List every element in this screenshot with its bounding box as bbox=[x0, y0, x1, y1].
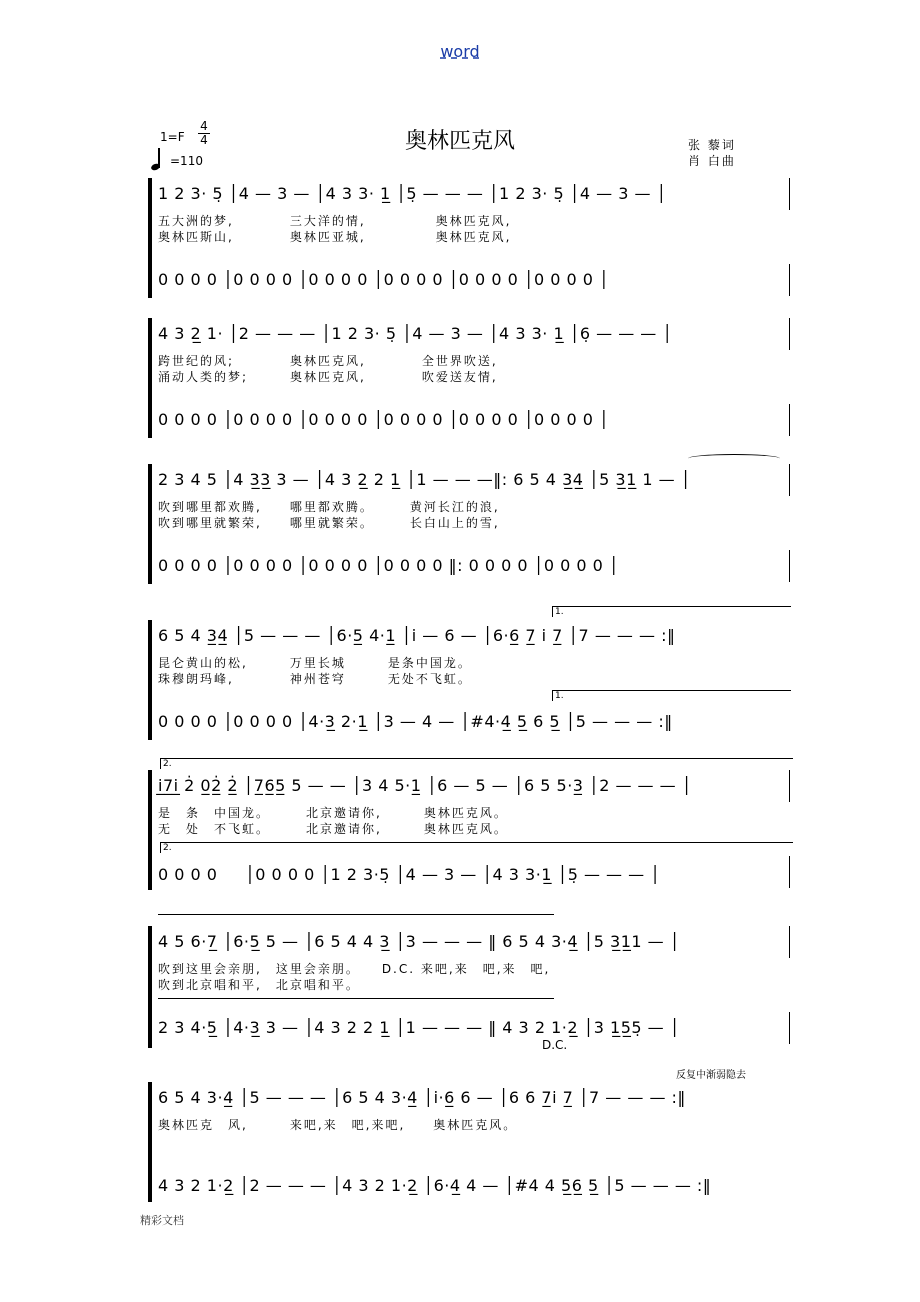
barline bbox=[789, 178, 790, 210]
score-system-1 bbox=[148, 178, 790, 298]
page-title: 奥林匹克风 bbox=[404, 129, 515, 154]
barline bbox=[789, 856, 790, 888]
system-bracket bbox=[148, 926, 152, 1048]
system-bracket bbox=[148, 770, 152, 890]
system-bracket bbox=[148, 620, 152, 740]
lyrics-verse-1: 吹到哪里都欢腾, 哪里都欢腾。 黄河长江的浪, bbox=[158, 500, 500, 514]
lyrics-verse-1: 是 条 中国龙。 北京邀请你, 奥林匹克风。 bbox=[158, 806, 508, 820]
dc-marking: D.C. bbox=[542, 1038, 568, 1052]
volta-bracket-2-harmony: 2. bbox=[160, 842, 793, 853]
repeat-line-harmony bbox=[158, 998, 554, 999]
barline bbox=[789, 926, 790, 958]
volta-bracket-1-harmony: 1. bbox=[552, 690, 791, 701]
performance-note: 反复中渐弱隐去 bbox=[676, 1070, 746, 1081]
score-system-2 bbox=[148, 318, 790, 438]
harmony-line: 2 3 4·5̲ │4·3̲ 3 — │4 3 2 2 1̲ │1 — — — ‖ 4 3 2 1·2̲ │3 1̲5̲5̣ — │ bbox=[158, 1018, 680, 1037]
harmony-line: 0 0 0 0 │0 0 0 0 │1 2 3·5̣ │4 — 3 — │4 3 3·1̲ │5̣ — — — │ bbox=[158, 865, 661, 884]
barline bbox=[789, 1012, 790, 1044]
system-bracket bbox=[148, 1082, 152, 1202]
score-system-5 bbox=[148, 759, 790, 890]
page-footer: 精彩文档 bbox=[140, 1214, 184, 1227]
lyrics-verse-2: 珠穆朗玛峰, 神州苍穹 无处不飞虹。 bbox=[158, 672, 472, 686]
meter-top: 4 bbox=[200, 119, 208, 133]
lyrics-verse-2: 无 处 不飞虹。 北京邀请你, 奥林匹克风。 bbox=[158, 822, 508, 836]
top-link[interactable]: word bbox=[440, 42, 480, 61]
lyrics-verse-1: 吹到这里会亲朋, 这里会亲朋。 D.C. 来吧,来 吧,来 吧, bbox=[158, 962, 551, 976]
barline bbox=[789, 404, 790, 436]
harmony-line: 0 0 0 0 │0 0 0 0 │4·3̲ 2·1̲ │3 — 4 — │#4·4̲ 5̲ 6 5̲ │5 — — — :‖ bbox=[158, 712, 673, 731]
score-system-4 bbox=[148, 607, 790, 740]
melody-line: 1 2 3· 5̣ │4 — 3 — │4 3 3· 1̲ │5̣ — — — │1 2 3· 5̣ │4 — 3 — │ bbox=[158, 184, 667, 203]
system-bracket bbox=[148, 178, 152, 298]
system-bracket bbox=[148, 464, 152, 584]
melody-line: i̲7̲i̲ 2̇ 0̲2̲̇ 2̲̇ │7̲6̲5̲ 5 — — │3 4 5·1̲ │6 — 5 — │6 5 5·3̲ │2 — — — │ bbox=[158, 776, 692, 795]
barline bbox=[789, 264, 790, 296]
melody-line: 4 3 2̲ 1· │2 — — — │1 2 3· 5̣ │4 — 3 — │4 3 3· 1̲ │6̣ — — — │ bbox=[158, 324, 673, 343]
harmony-line: 0 0 0 0 │0 0 0 0 │0 0 0 0 │0 0 0 0 │0 0 0 0 │0 0 0 0 │ bbox=[158, 270, 610, 289]
lyrics-verse-2: 奥林匹斯山, 奥林匹亚城, 奥林匹克风, bbox=[158, 230, 512, 244]
barline bbox=[789, 318, 790, 350]
volta-bracket-2: 2. bbox=[160, 758, 793, 769]
harmony-line: 0 0 0 0 │0 0 0 0 │0 0 0 0 │0 0 0 0 ‖: 0 0 0 0 │0 0 0 0 │ bbox=[158, 556, 620, 575]
meter-bottom: 4 bbox=[198, 133, 210, 147]
repeat-line bbox=[158, 914, 554, 915]
lyrics-verse-2: 吹到哪里就繁荣, 哪里就繁荣。 长白山上的雪, bbox=[158, 516, 500, 530]
melody-line: 6 5 4 3·4̲ │5 — — — │6 5 4 3·4̲ │i·6̲ 6 — │6 6 7̲i 7̲ │7 — — — :‖ bbox=[158, 1088, 686, 1107]
barline bbox=[789, 550, 790, 582]
score-system-7 bbox=[148, 1082, 790, 1204]
lyricist-credit: 张 藜词 bbox=[688, 138, 736, 152]
barline bbox=[789, 770, 790, 802]
melody-line: 2 3 4 5 │4 3̲3̲ 3 — │4 3 2̲ 2 1̲ │1 — — —‖: 6 5 4 3̲4̲ │5 3̲1̲ 1 — │ bbox=[158, 470, 691, 489]
system-bracket bbox=[148, 318, 152, 438]
lyrics-verse-1: 奥林匹克 风, 来吧,来 吧,来吧, 奥林匹克风。 bbox=[158, 1118, 518, 1132]
harmony-line: 0 0 0 0 │0 0 0 0 │0 0 0 0 │0 0 0 0 │0 0 0 0 │0 0 0 0 │ bbox=[158, 410, 610, 429]
lyrics-verse-1: 昆仑黄山的松, 万里长城 是条中国龙。 bbox=[158, 656, 472, 670]
harmony-line: 4 3 2 1·2̲ │2 — — — │4 3 2 1·2̲ │6·4̲ 4 — │#4 4 5̲6̲ 5̲ │5 — — — :‖ bbox=[158, 1176, 712, 1195]
tempo-value: =110 bbox=[170, 154, 203, 168]
composer-credit: 肖 白曲 bbox=[688, 154, 736, 168]
lyrics-verse-1: 五大洲的梦, 三大洋的情, 奥林匹克风, bbox=[158, 214, 512, 228]
melody-line: 6 5 4 3̲4̲ │5 — — — │6·5̲ 4·1̲ │i — 6 — │6·6̲ 7̲ i 7̲ │7 — — — :‖ bbox=[158, 626, 676, 645]
lyrics-verse-2: 涌动人类的梦; 奥林匹克风, 吹爱送友情, bbox=[158, 370, 498, 384]
lyrics-verse-1: 跨世纪的风; 奥林匹克风, 全世界吹送, bbox=[158, 354, 498, 368]
score-system-3 bbox=[148, 464, 790, 584]
melody-line: 4 5 6·7̲ │6·5̲ 5 — │6 5 4 4 3̲ │3 — — — ‖ 6 5 4 3·4̲ │5 3̲1̲1 — │ bbox=[158, 932, 680, 951]
lyrics-verse-2: 吹到北京唱和平, 北京唱和平。 bbox=[158, 978, 360, 992]
slur-mark bbox=[688, 454, 780, 463]
barline bbox=[789, 464, 790, 496]
key-signature: 1=F bbox=[160, 130, 185, 144]
volta-bracket-1: 1. bbox=[552, 606, 791, 617]
score-system-6 bbox=[148, 926, 790, 1050]
